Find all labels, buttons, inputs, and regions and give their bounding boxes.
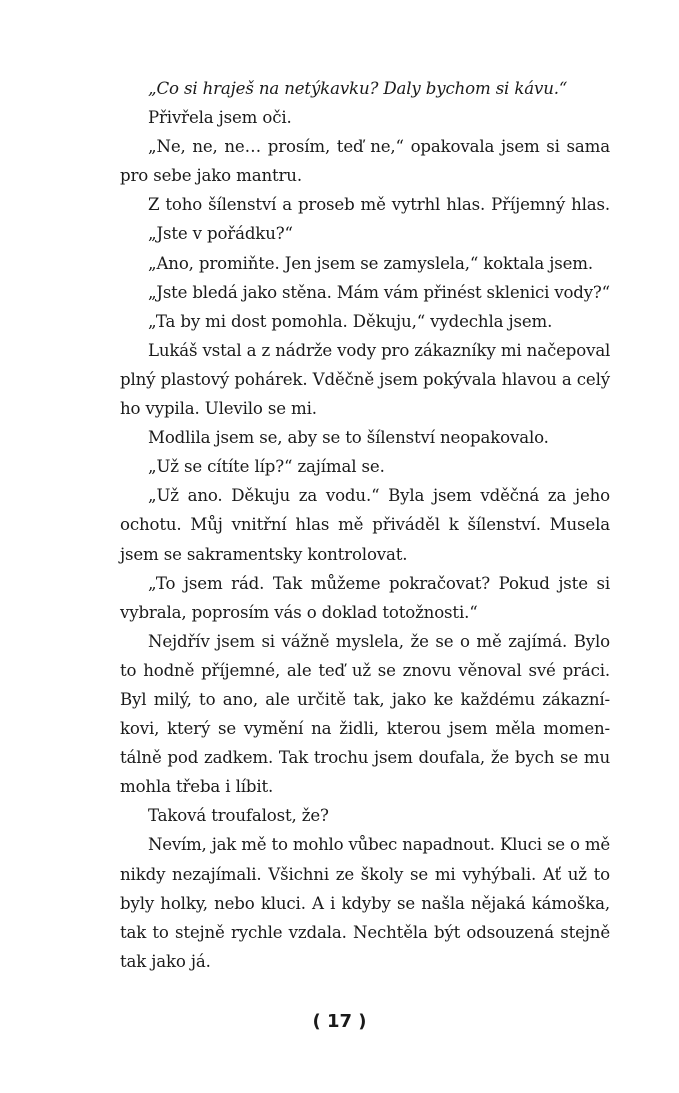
text-line: plný plastový pohárek. Vděčně jsem pokývala hlavou a celý	[120, 369, 610, 389]
text-line: Modlila jsem se, aby se to šílenství neopakovalo.	[148, 428, 549, 448]
text-line: Přivřela jsem oči.	[148, 108, 292, 128]
text-line: ochotu. Můj vnitřní hlas mě přiváděl k šílenství. Musela	[120, 515, 610, 535]
text-line: Nejdřív jsem si vážně myslela, že se o mě zajímá. Bylo	[148, 631, 610, 651]
text-line: tak to stejně rychle vzdala. Nechtěla být odsouzená stejně	[120, 922, 610, 942]
text-line: tálně pod zadkem. Tak trochu jsem doufala, že bych se mu	[120, 748, 610, 768]
text-line: mohla třeba i líbit.	[120, 777, 274, 797]
text-line: nikdy nezajímali. Všichni ze školy se mi vyhýbali. Ať už to	[120, 864, 610, 884]
text-line: pro sebe jako mantru.	[120, 166, 302, 186]
text-line: jsem se sakramentsky kontrolovat.	[120, 544, 408, 564]
text-line: „Ne, ne, ne… prosím, teď ne,“ opakovala jsem si sama	[148, 137, 610, 157]
text-line: tak jako já.	[120, 951, 211, 971]
text-line: Lukáš vstal a z nádrže vody pro zákazníky mi načepoval	[148, 340, 611, 360]
text-line: „Co si hraješ na netýkavku? Daly bychom si kávu.“	[148, 79, 568, 98]
text-line: ho vypila. Ulevilo se mi.	[120, 399, 317, 419]
text-line: to hodně příjemné, ale teď už se znovu věnoval své práci.	[120, 660, 610, 680]
text-line: „Už ano. Děkuju za vodu.“ Byla jsem vděčná za jeho	[148, 486, 610, 506]
text-line: „Ano, promiňte. Jen jsem se zamyslela,“ koktala jsem.	[148, 253, 593, 273]
page-number: ( 17 )	[312, 1011, 367, 1032]
text-line: kovi, který se vymění na židli, kterou jsem měla momen-	[120, 719, 610, 739]
text-line: vybrala, poprosím vás o doklad totožnosti.“	[120, 602, 478, 622]
text-line: „Jste v pořádku?“	[148, 224, 293, 244]
text-line: „Už se cítíte líp?“ zajímal se.	[148, 457, 385, 477]
text-line: Byl milý, to ano, ale určitě tak, jako ke každému zákazní-	[120, 689, 610, 709]
text-line: Nevím, jak mě to mohlo vůbec napadnout. Kluci se o mě	[148, 835, 610, 855]
body-text	[120, 74, 610, 976]
text-line: „Ta by mi dost pomohla. Děkuju,“ vydechla jsem.	[148, 311, 553, 331]
text-line: „Jste bledá jako stěna. Mám vám přinést sklenici vody?“	[148, 282, 610, 302]
text-line: Z toho šílenství a proseb mě vytrhl hlas. Příjemný hlas.	[148, 195, 610, 215]
text-line: „To jsem rád. Tak můžeme pokračovat? Pokud jste si	[148, 573, 610, 593]
text-line: Taková troufalost, že?	[148, 806, 329, 826]
text-line: byly holky, nebo kluci. A i kdyby se našla nějaká kámoška,	[120, 893, 610, 913]
